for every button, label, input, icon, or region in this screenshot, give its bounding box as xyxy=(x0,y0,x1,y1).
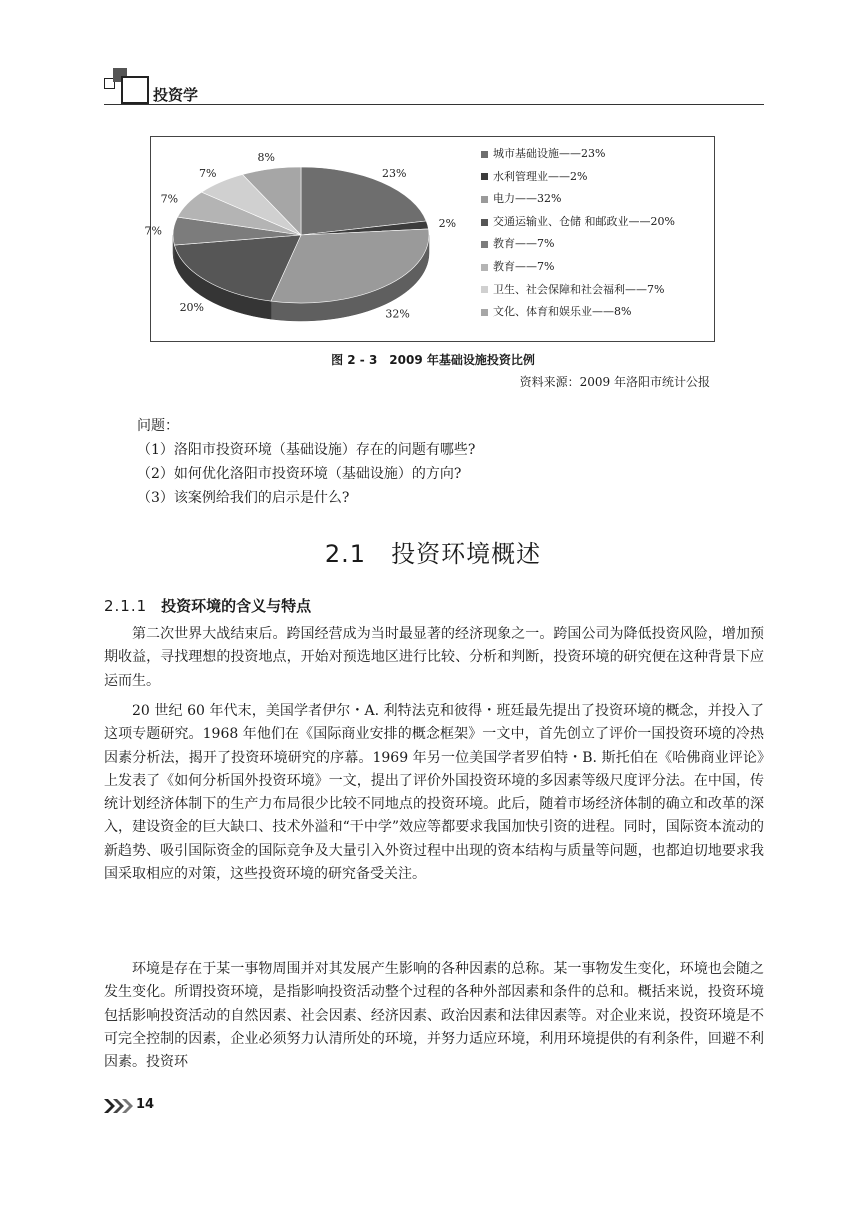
legend-item-5 xyxy=(481,256,675,279)
pie-chart xyxy=(144,137,481,341)
pie-slice-label-2: 32% xyxy=(385,307,410,321)
section-title: 2.1 投资环境概述 xyxy=(324,540,542,568)
legend-swatch-1 xyxy=(481,173,488,180)
legend-swatch-0 xyxy=(481,151,488,158)
paragraph-2: 20 世纪 60 年代末，美国学者伊尔・A. 利特法克和彼得・班廷最先提出了投资环境的概念，并投入了这项专题研究。1968 年他们在《国际商业安排的概念框架》一文中，首先创立了评价一国投资环境的冷热因素分析法，揭开了投资环境研究的序幕。1969 年另一位美国学者罗伯特・B. 斯托伯在《哈佛商业评论》上发表了《如何分析国外投资环境》一文，提出了评价外国投资环境的多因素等级尺度评分法。在中国，传统计划经济体制下的生产力布局很少比较不同地点的投资环境。此后，随着市场经济体制的确立和改革的深入，建设资金的巨大缺口、技术外溢和“干中学”效应等都要求我国加快引资的进程。同时，国际资本流动的新趋势、吸引国际资金的国际竞争及大量引入外资过程中出现的资本结构与质量等问题，也都迫切地要求我国采取相应的对策，这些投资环境的研究备受关注。 xyxy=(104,703,764,883)
legend-item-7 xyxy=(481,301,675,324)
figure-source: 资料来源：2009 年洛阳市统计公报 xyxy=(519,375,710,389)
figure-caption: 图 2 - 3 2009 年基础设施投资比例 xyxy=(331,353,535,367)
pie-chart-frame xyxy=(144,136,715,342)
pie-slice-label-4: 7% xyxy=(144,224,162,238)
questions-heading: 问题： xyxy=(137,418,179,434)
legend-item-1 xyxy=(481,166,675,189)
subsection-title: 投资环境的含义与特点 xyxy=(161,597,312,615)
question-3: （3）该案例给我们的启示是什么? xyxy=(137,490,350,506)
pie-slice-label-3: 20% xyxy=(179,300,205,314)
legend-swatch-4 xyxy=(481,241,488,248)
paragraph-3: 环境是存在于某一事物周围并对其发展产生影响的各种因素的总称。某一事物发生变化，环境也会随之发生变化。所谓投资环境，是指影响投资活动整个过程的各种外部因素和条件的总和。概括来说，投资环境包括影响投资活动的自然因素、社会因素、经济因素、政治因素和法律因素等。对企业来说，投资环境是不可完全控制的因素，企业必须努力认清所处的环境，并努力适应环境，利用环境提供的有利条件，回避不利因素。投资环 xyxy=(104,961,764,1071)
legend-item-3 xyxy=(481,211,675,234)
legend-swatch-3 xyxy=(481,219,488,226)
legend-label-2: 电力——32% xyxy=(493,192,562,206)
legend-item-2 xyxy=(481,188,675,211)
legend-swatch-7 xyxy=(481,309,488,316)
page-number: 14 xyxy=(136,1097,155,1112)
legend-label-6: 卫生、社会保障和社会福利——7% xyxy=(493,282,665,296)
running-header-title: 投资学 xyxy=(153,86,199,104)
legend-label-7: 文化、体育和娱乐业——8% xyxy=(493,305,632,319)
pie-slice-label-1: 2% xyxy=(438,217,457,231)
legend-item-6 xyxy=(481,279,675,302)
legend-swatch-6 xyxy=(481,286,488,293)
legend-label-0: 城市基础设施——23% xyxy=(493,147,606,160)
pie-slice-label-0: 23% xyxy=(382,166,407,180)
subsection-number: 2.1.1 xyxy=(104,597,148,615)
pie-slice-label-7: 8% xyxy=(257,151,275,165)
legend-swatch-5 xyxy=(481,264,488,271)
legend-item-0 xyxy=(481,143,675,166)
chart-legend xyxy=(481,143,675,324)
paragraph-1: 第二次世界大战结束后。跨国经营成为当时最显著的经济现象之一。跨国公司为降低投资风险，增加预期收益，寻找理想的投资地点，开始对预选地区进行比较、分析和判断，投资环境的研究便在这种背景下应运而生。 xyxy=(104,626,764,689)
legend-label-1: 水利管理业——2% xyxy=(493,169,588,183)
question-2: （2）如何优化洛阳市投资环境（基础设施）的方向? xyxy=(137,466,462,482)
pie-slice-label-5: 7% xyxy=(160,192,179,206)
header-square-large xyxy=(121,76,149,104)
page-arrows-icon xyxy=(104,1099,134,1113)
pie-slice-label-6: 7% xyxy=(199,166,217,180)
header-rule xyxy=(104,104,764,105)
legend-swatch-2 xyxy=(481,196,488,203)
header-logo xyxy=(104,68,146,104)
subsection-heading xyxy=(104,595,311,616)
legend-label-5: 教育——7% xyxy=(493,259,555,273)
legend-label-3: 交通运输业、仓储 和邮政业——20% xyxy=(493,214,675,228)
legend-label-4: 教育——7% xyxy=(493,237,555,251)
legend-item-4 xyxy=(481,233,675,256)
question-1: （1）洛阳市投资环境（基础设施）存在的问题有哪些? xyxy=(137,442,476,458)
